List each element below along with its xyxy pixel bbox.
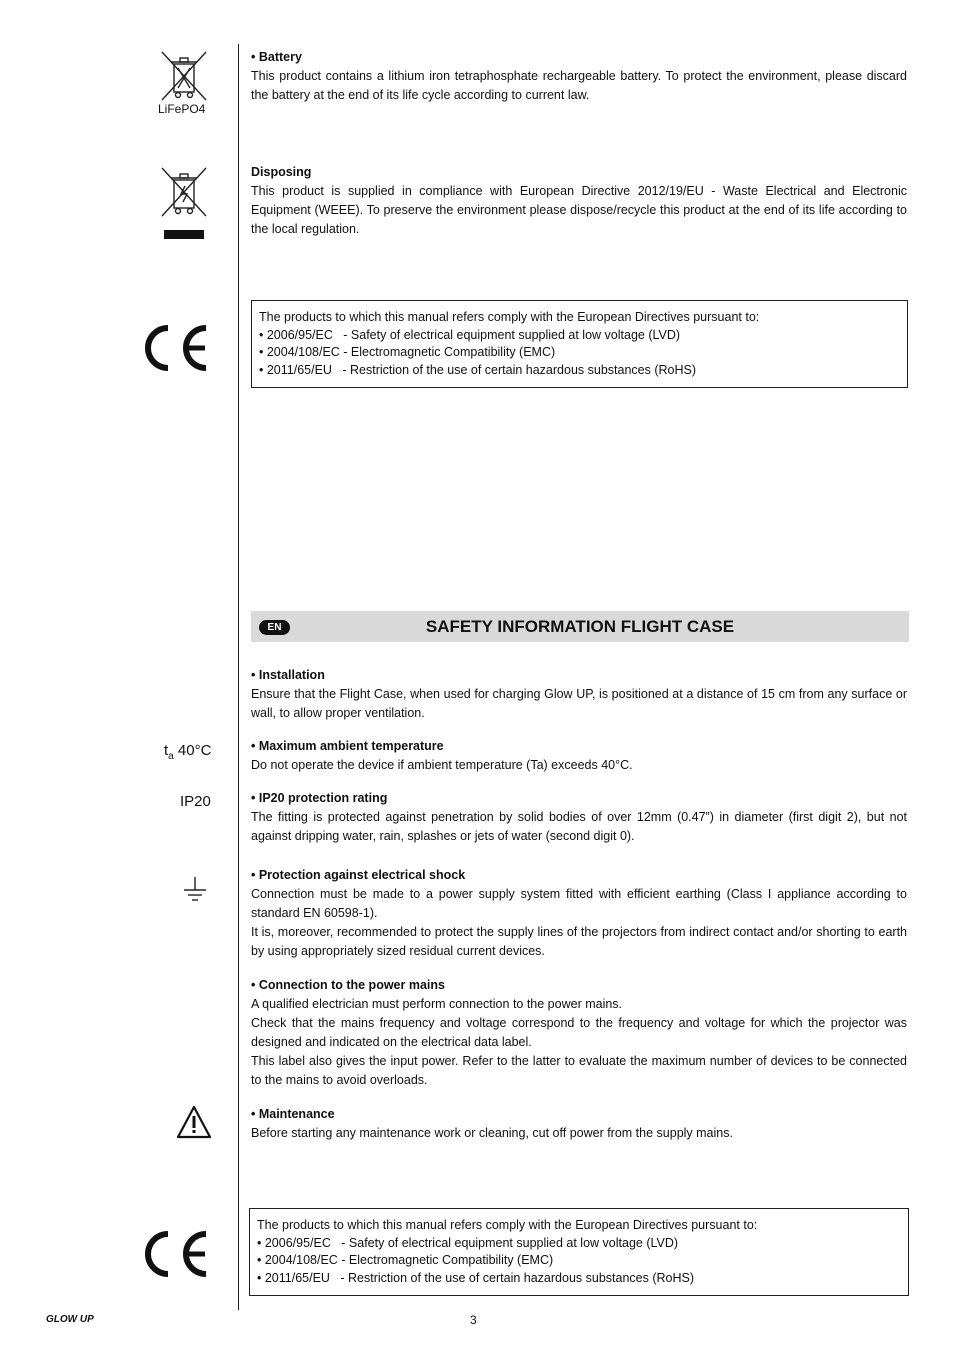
mains-section [251,976,907,1090]
disposing-section [251,163,907,239]
disposing-text: This product is supplied in compliance with European Directive 2012/19/EU - Waste Electrical and Electronic Equipment (WEEE). To preserve the environment please dispose/recycle this product at the end of its life according to the local regulation. [251,184,907,236]
ip20-section [251,789,907,846]
ce-item: • 2011/65/EU - Restriction of the use of certain hazardous substances (RoHS) [259,362,696,377]
battery-type-label: LiFePO4 [158,102,206,116]
ip20-heading: • IP20 protection rating [251,791,388,805]
temperature-heading: • Maximum ambient temperature [251,739,444,753]
temperature-section [251,737,907,775]
ce-mark-icon [141,322,211,374]
ce-item: • 2004/108/EC - Electromagnetic Compatibility (EMC) [257,1253,554,1267]
shock-text-2: It is, moreover, recommended to protect the supply lines of the projectors from indirect contact and/or shorting to earth by using appropriately sized residual current devices. [251,925,907,958]
earth-ground-icon [183,876,207,904]
ce-mark-icon [141,1228,211,1280]
section-banner [251,611,909,642]
ip20-text: The fitting is protected against penetration by solid bodies of over 12mm (0.47”) in diameter (first digit 2), but not against dripping water, rain, splashes or jets of water (second digit 0). [251,810,907,843]
ce-item: • 2004/108/EC - Electromagnetic Compatibility (EMC) [259,345,556,359]
ce-intro: The products to which this manual refers comply with the European Directives pursuant to: [257,1218,758,1232]
margin-rule [238,44,239,1310]
ce-item: • 2006/95/EC - Safety of electrical equipment supplied at low voltage (LVD) [259,327,681,342]
mains-text-1: A qualified electrician must perform connection to the power mains. [251,997,623,1011]
ce-item: • 2011/65/EU - Restriction of the use of certain hazardous substances (RoHS) [257,1270,694,1285]
ce-intro: The products to which this manual refers comply with the European Directives pursuant to: [259,310,760,324]
installation-text: Ensure that the Flight Case, when used for charging Glow UP, is positioned at a distance of 15 cm from any surface or wall, to allow proper ventilation. [251,687,907,720]
maintenance-text: Before starting any maintenance work or cleaning, cut off power from the supply mains. [251,1126,733,1140]
disposing-heading: Disposing [251,165,312,179]
ip-rating-symbol: IP20 [180,793,211,810]
crossed-bin-icon [158,50,210,102]
ce-item: • 2006/95/EC - Safety of electrical equipment supplied at low voltage (LVD) [257,1235,679,1250]
ambient-temp-symbol: $t_a$ 40°C [164,742,212,762]
mains-text-3: This label also gives the input power. Refer to the latter to evaluate the maximum number of devices to be connected to the mains to avoid overloads. [251,1054,907,1087]
shock-text-1: Connection must be made to a power supply system fitted with efficient earthing (Class I appliance according to standard EN 60598-1). [251,887,907,920]
temperature-text: Do not operate the device if ambient temperature (Ta) exceeds 40°C. [251,758,633,772]
installation-heading: • Installation [251,668,325,682]
section-title: SAFETY INFORMATION FLIGHT CASE [425,617,735,636]
ce-compliance-box [249,1208,909,1296]
shock-section [251,866,907,961]
installation-section [251,666,907,723]
warning-triangle-icon [176,1105,212,1139]
mains-heading: • Connection to the power mains [251,978,445,992]
mains-text-2: Check that the mains frequency and voltage correspond to the frequency and voltage for which the projector was designed and indicated on the electrical data label. [251,1016,907,1049]
ce-compliance-box [251,300,908,388]
language-badge: EN [259,620,290,635]
battery-section [251,48,907,105]
page-number: 3 [470,1313,477,1327]
battery-heading: • Battery [251,50,302,64]
shock-heading: • Protection against electrical shock [251,868,466,882]
battery-text: This product contains a lithium iron tetraphosphate rechargeable battery. To protect the environment, please discard the battery at the end of its life cycle according to current law. [251,69,907,102]
maintenance-heading: • Maintenance [251,1107,335,1121]
weee-bin-icon [158,166,210,242]
footer-brand: GLOW UP [46,1314,94,1325]
maintenance-section [251,1105,907,1143]
